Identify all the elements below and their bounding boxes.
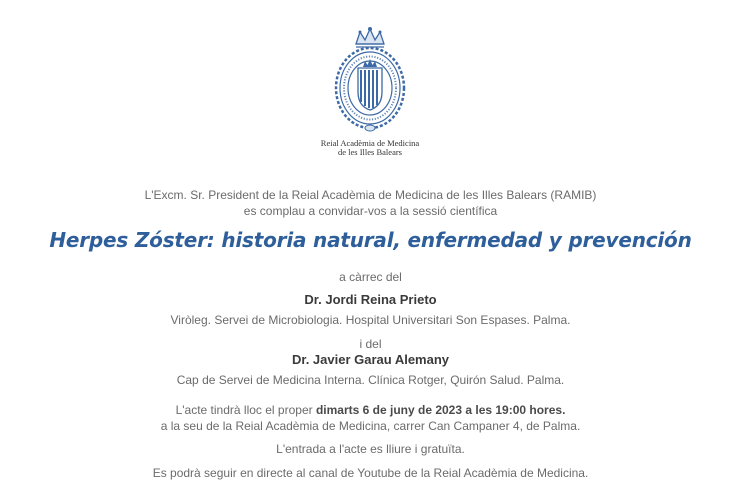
- speaker2-name: Dr. Javier Garau Alemany: [291, 352, 450, 367]
- event-date-time: dimarts 6 de juny de 2023 a les 19:00 hores.: [315, 403, 566, 417]
- event-stream: Es podrà seguir en directe al canal de Youtube de la Reial Acadèmia de Medicina.: [152, 466, 589, 480]
- speaker1-name: Dr. Jordi Reina Prieto: [304, 292, 437, 307]
- event-date-line: [0, 403, 741, 417]
- speakers-connector: i del: [359, 337, 382, 351]
- speaker2-role: Cap de Servei de Medicina Interna. Clínica Rotger, Quirón Salud. Palma.: [176, 373, 565, 387]
- event-date-prefix: L'acte tindrà lloc el proper: [175, 403, 316, 417]
- logo-institution-line2: de les Illes Balears: [338, 147, 402, 157]
- invitation-line2: es complau a convidar-vos a la sessió científica: [243, 204, 498, 218]
- speakers-intro: a càrrec del: [339, 270, 402, 284]
- logo-institution-line1: Reial Acadèmia de Medicina: [320, 138, 420, 148]
- invitation-line1: L'Excm. Sr. President de la Reial Acadèmia de Medicina de les Illes Balears (RAMIB): [144, 188, 597, 202]
- ramib-emblem-icon: [330, 26, 410, 134]
- event-entry: L'entrada a l'acte es lliure i gratuïta.: [276, 442, 465, 456]
- session-title: Herpes Zóster: historia natural, enfermedad y prevención: [49, 228, 692, 252]
- event-venue: a la seu de la Reial Acadèmia de Medicina, carrer Can Campaner 4, de Palma.: [160, 419, 581, 433]
- speaker1-role: Viròleg. Servei de Microbiologia. Hospital Universitari Son Espases. Palma.: [170, 313, 571, 327]
